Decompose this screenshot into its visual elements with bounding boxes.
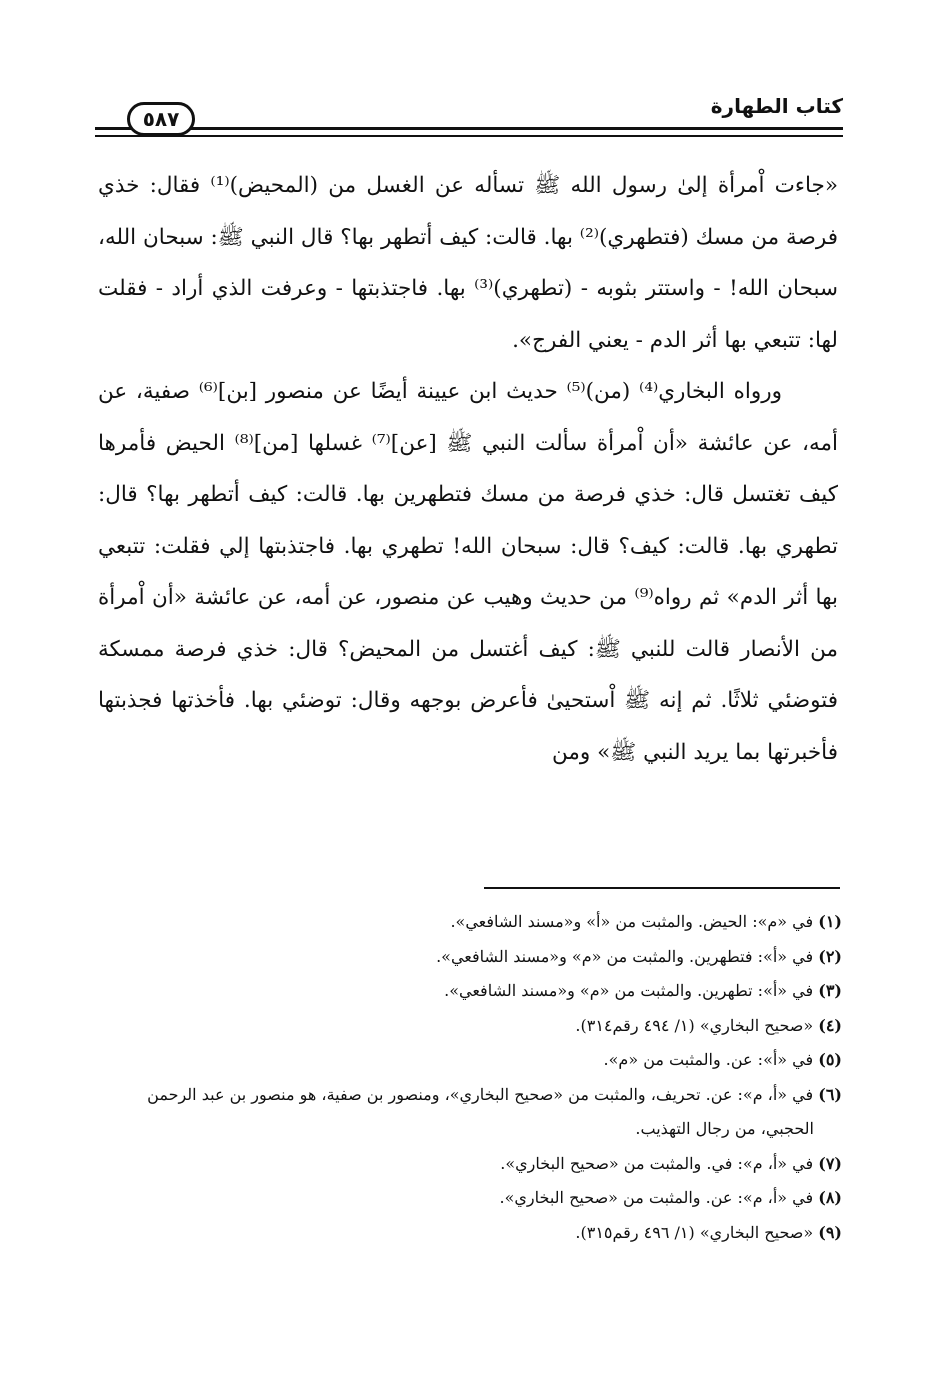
footnote-text: في «أ»: تطهرين. والمثبت من «م» و«مسند الشافعي». <box>444 981 814 1000</box>
footnote-text: في «أ، م»: عن. والمثبت من «صحيح البخاري». <box>499 1188 814 1207</box>
footnote-number: (١) <box>818 912 842 931</box>
footnote-number: (٣) <box>818 981 842 1000</box>
footnote-6 <box>98 1078 842 1147</box>
footnote-number: (٤) <box>818 1015 842 1035</box>
footnotes <box>98 905 842 1250</box>
footnote-text: في «م»: الحيض. والمثبت من «أ» و«مسند الشافعي». <box>450 912 814 931</box>
footnote-number: (٨) <box>818 1188 842 1207</box>
header-rule-thick <box>95 127 843 130</box>
footnote-9 <box>98 1216 842 1251</box>
footnote-number: (٧) <box>818 1153 842 1173</box>
main-text <box>98 160 838 778</box>
footnote-8 <box>98 1181 842 1216</box>
footnote-number: (٩) <box>818 1222 842 1242</box>
page-number: ٥٨٧ <box>127 102 195 136</box>
footnote-text: في «أ»: عن. والمثبت من «م». <box>603 1050 814 1069</box>
footnote-separator <box>484 887 840 889</box>
footnote-2 <box>98 940 842 975</box>
footnote-text: في «أ»: فتطهرين. والمثبت من «م» و«مسند الشافعي». <box>436 946 814 966</box>
footnote-4 <box>98 1009 842 1044</box>
footnote-3 <box>98 974 842 1009</box>
footnote-text: في «أ، م»: عن. تحريف، والمثبت من «صحيح البخاري»، ومنصور بن صفية، هو منصور بن عبد الرحمن الحجبي، من رجال التهذيب. <box>147 1084 814 1138</box>
running-title: كتاب الطهارة <box>710 94 843 118</box>
footnote-text: «صحيح البخاري» (١/ ٤٩٤ رقم٣١٤). <box>575 1015 814 1035</box>
footnote-number: (٥) <box>818 1050 842 1069</box>
footnote-5 <box>98 1043 842 1078</box>
footnote-number: (٦) <box>818 1084 842 1104</box>
paragraph-bukhari: ورواه البخاري⁽⁴⁾ (من)⁽⁵⁾ حديث ابن عيينة أيضًا عن منصور [بن]⁽⁶⁾ صفية، عن أمه، عن عائشة «أن اْمرأة سألت النبي ﷺ [عن]⁽⁷⁾ غسلها [من]⁽⁸⁾ الحيض فأمرها كيف تغتسل قال: خذي فرصة من مسك فتطهرين بها. قالت: كيف أتطهر بها؟ قال: تطهري بها. قالت: كيف؟ قال: سبحان الله! تطهري بها. فاجتذبتها إلي فقلت: تتبعي بها أثر الدم» ثم رواه⁽⁹⁾ من حديث وهيب عن منصور، عن أمه، عن عائشة «أن اْمرأة من الأنصار قالت للنبي ﷺ: كيف أغتسل من المحيض؟ قال: خذي فرصة ممسكة فتوضئي ثلاثًا. ثم إنه ﷺ اْستحيىٰ فأعرض بوجهه وقال: توضئي بها. فأخذتها فجذبتها فأخبرتها بما يريد النبي ﷺ» ومن <box>98 379 839 765</box>
footnote-text: «صحيح البخاري» (١/ ٤٩٦ رقم٣١٥). <box>575 1222 814 1242</box>
footnote-1 <box>98 905 842 940</box>
footnote-number: (٢) <box>818 946 842 966</box>
footnote-text: في «أ، م»: في. والمثبت من «صحيح البخاري». <box>500 1153 814 1173</box>
page-header <box>95 84 843 144</box>
paragraph-hadith: «جاءت اْمرأة إلىٰ رسول الله ﷺ تسأله عن الغسل من (المحيض)⁽¹⁾ فقال: خذي فرصة من مسك (فتطهري)⁽²⁾ بها. قالت: كيف أتطهر بها؟ قال النبي ﷺ: سبحان الله، سبحان الله! - واستتر بثوبه - (تطهري)⁽³⁾ بها. فاجتذبتها - وعرفت الذي أراد - فقلت لها: تتبعي بها أثر الدم - يعني الفرج». <box>98 173 838 353</box>
footnote-7 <box>98 1147 842 1182</box>
header-rule-thin <box>95 135 843 137</box>
